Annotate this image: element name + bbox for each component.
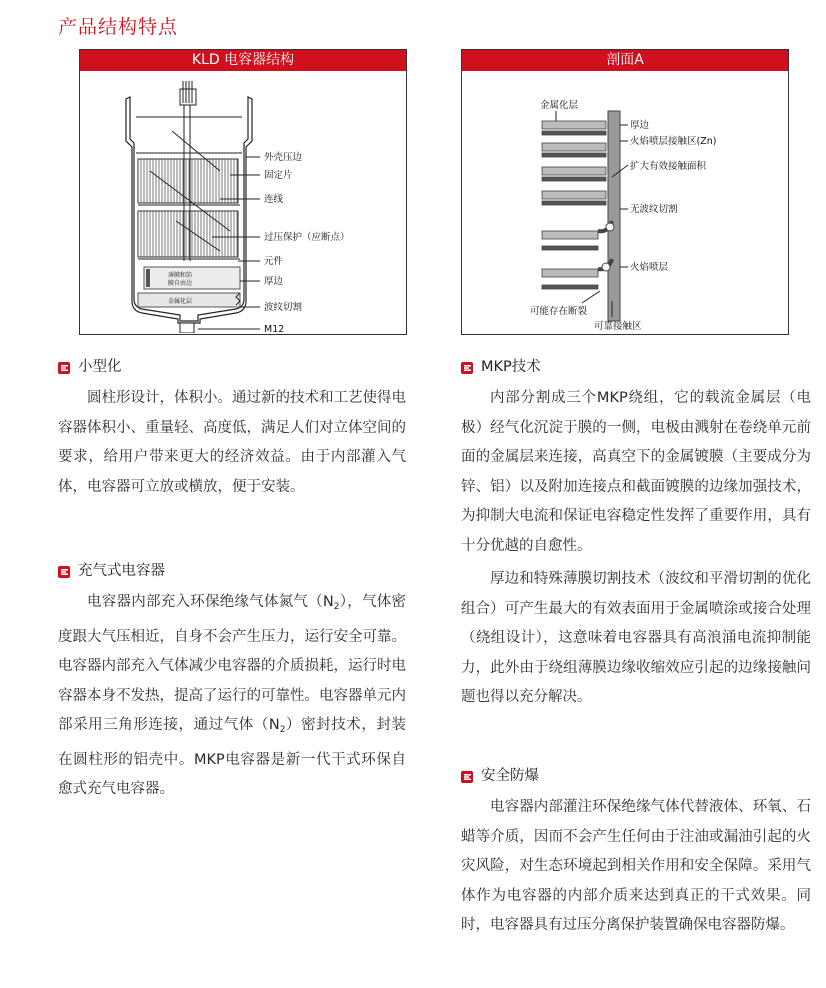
section-a-title: 剖面A <box>462 50 788 71</box>
inner-label-film: 薄膜和箔 <box>168 272 193 279</box>
label-no-wave-cut: 无波纹切割 <box>630 204 678 215</box>
label-m12: M12 <box>264 324 285 333</box>
label-flame-contact: 火焰喷层接触区(Zn) <box>630 136 717 147</box>
text-gas-filled-part-3: ）密封技术，封装在圆柱形的铝壳中。MKP电容器是新一代干式环保自愈式充气电容器。 <box>58 717 406 797</box>
section-a-figure <box>461 49 789 335</box>
label-flame-spray: 火焰喷层 <box>630 262 669 273</box>
text-gas-filled-part-2: ），气体密度跟大气压相近，自身不会产生压力，运行安全可靠。电容器内部充入气体减少电容器的介质损耗，运行时电容器本身不发热，提高了运行的可靠性。电容器单元内部采用三角形连接，通过气体（N <box>58 594 406 733</box>
section-gas-filled <box>58 560 406 805</box>
text-gas-filled <box>58 588 406 805</box>
heading-gas-filled <box>58 560 406 584</box>
text-miniaturization: 圆柱形设计，体积小。通过新的技术和工艺使得电容器体积小、重量轻、高度低，满足人们对立体空间的要求，给用户带来更大的经济效益。由于内部灌入气体，电容器可立放或横放，便于安装。 <box>58 390 406 495</box>
text-gas-filled-part-1: 电容器内部充入环保绝缘气体氮气（N <box>87 594 334 610</box>
label-reliable-contact: 可靠接触区 <box>594 321 642 332</box>
section-safety <box>461 765 811 941</box>
section-miniaturization <box>58 356 406 502</box>
label-wave-cut: 波纹切割 <box>264 302 303 313</box>
label-element: 元件 <box>264 256 284 267</box>
kld-diagram <box>80 71 406 333</box>
brand-c-icon <box>461 771 473 783</box>
kld-figure-title: KLD 电容器结构 <box>80 50 406 71</box>
label-wire: 连线 <box>264 194 284 205</box>
label-shell-crimp: 外壳压边 <box>264 152 303 163</box>
heading-safety <box>461 765 811 789</box>
brand-c-icon <box>461 362 473 374</box>
text-safety: 电容器内部灌注环保绝缘气体代替液体、环氧、石蜡等介质，因而不会产生任何由于注油或漏油引起的火灾风险，对生态环境起到相关作用和安全保障。采用气体作为电容器的内部介质来达到真正的干式效果。同时，电容器具有过压分离保护装置确保电容器防爆。 <box>461 799 811 933</box>
label-possible-break: 可能存在断裂 <box>530 306 588 317</box>
inner-label-free-edge: 膜自由边 <box>168 280 193 287</box>
text-mkp-1: 内部分割成三个MKP绕组，它的载流金属层（电极）经气化沉淀于膜的一侧，电极由溅射在卷绕单元前面的金属层来连接，高真空下的金属镀膜（主要成分为锌、铝）以及附加连接点和截面镀膜的边缘加强技术，为抑制大电流和保证电容稳定性发挥了重要作用，具有十分优越的自愈性。 <box>461 390 811 554</box>
heading-mkp-label: MKP技术 <box>481 359 541 376</box>
heading-miniaturization-label: 小型化 <box>78 359 122 376</box>
heading-safety-label: 安全防爆 <box>481 768 539 785</box>
subscript-2: 2 <box>279 725 286 735</box>
subscript-2: 2 <box>333 602 340 612</box>
brand-c-icon <box>58 362 70 374</box>
label-thick-edge-a: 厚边 <box>630 120 650 131</box>
section-mkp <box>461 356 811 713</box>
heading-miniaturization <box>58 356 406 380</box>
brand-c-icon <box>58 566 70 578</box>
label-fixing-plate: 固定片 <box>264 170 293 181</box>
label-metal-layer: 金属化层 <box>540 100 579 111</box>
kld-structure-figure <box>79 49 407 335</box>
label-thick-edge: 厚边 <box>264 276 284 287</box>
label-overpressure: 过压保护（应断点） <box>264 232 350 243</box>
heading-mkp <box>461 356 811 380</box>
heading-gas-filled-label: 充气式电容器 <box>78 563 165 580</box>
page-title: 产品结构特点 <box>58 16 179 38</box>
text-mkp-2: 厚边和特殊薄膜切割技术（波纹和平滑切割的优化组合）可产生最大的有效表面用于金属喷涂或接合处理（绕组设计），这意味着电容器具有高浪涌电流抑制能力，此外由于绕组薄膜边缘收缩效应引起的边缘接触问题也得以充分解决。 <box>461 571 811 705</box>
section-a-diagram <box>462 71 788 333</box>
label-expanded-area: 扩大有效接触面积 <box>630 161 707 172</box>
inner-label-metal-layer: 金属化层 <box>168 298 193 305</box>
